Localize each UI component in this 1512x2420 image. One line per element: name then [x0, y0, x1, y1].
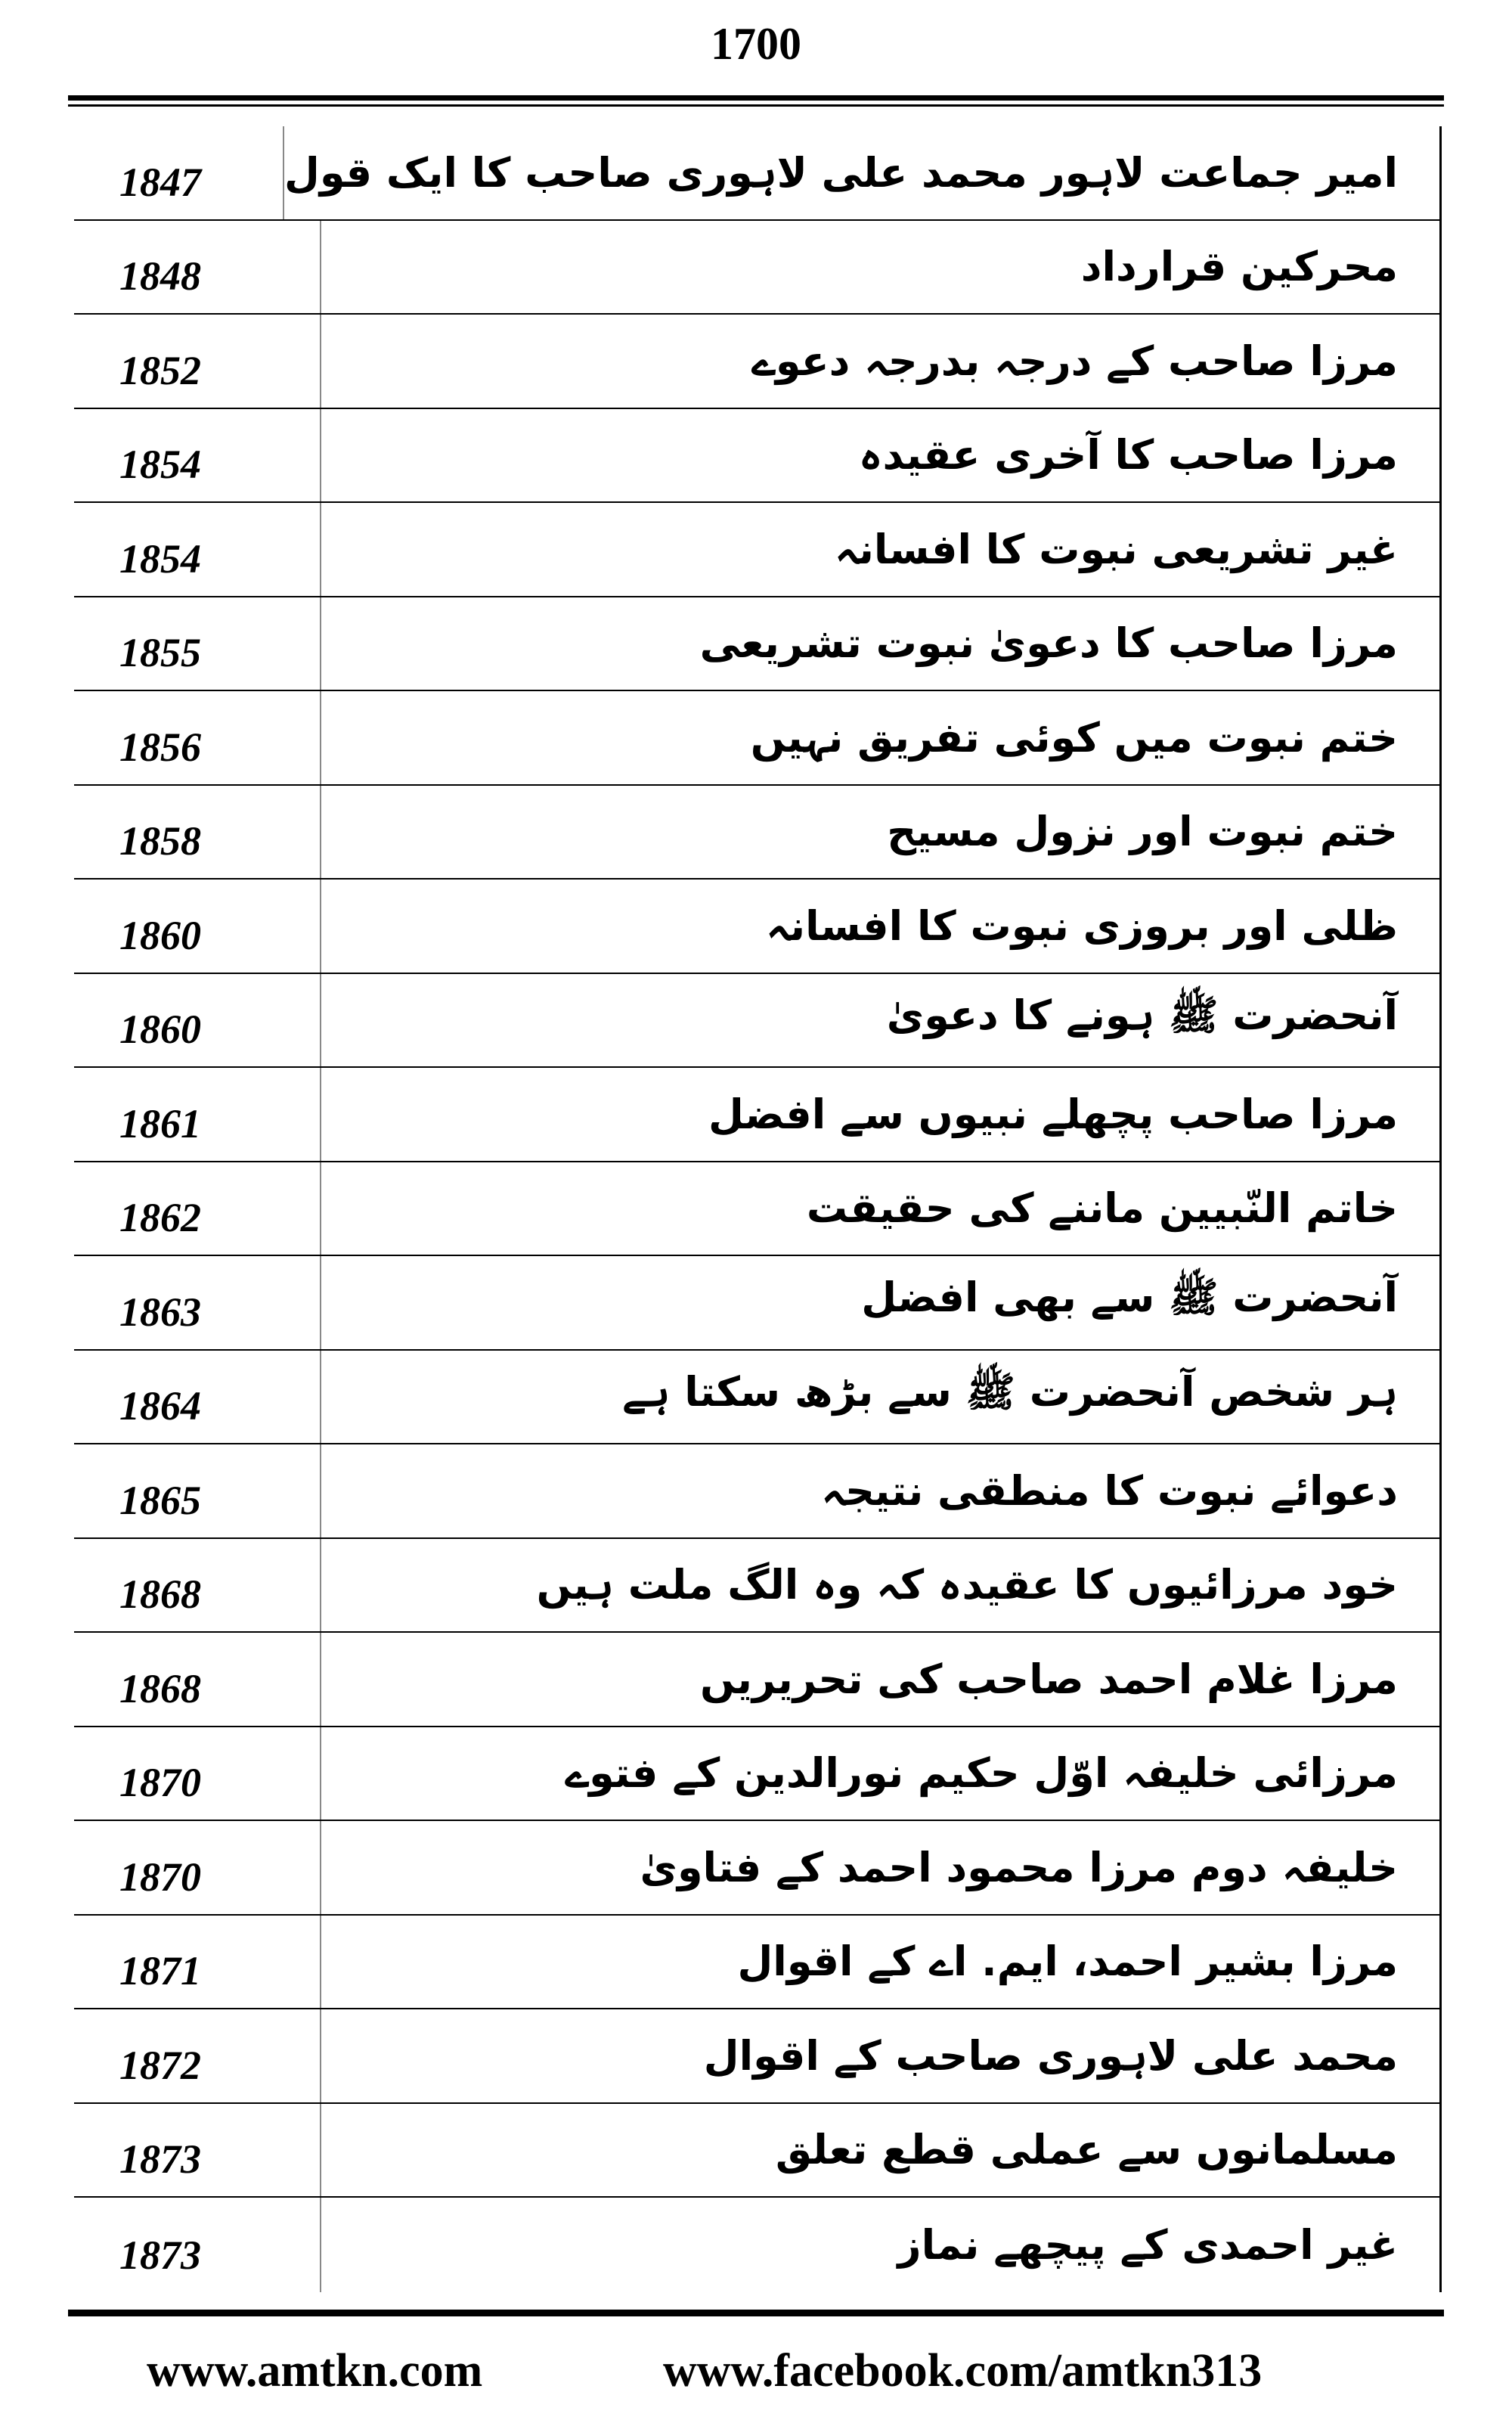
toc-page-number: 1854 [74, 503, 321, 596]
toc-row[interactable] [74, 1821, 1439, 1916]
toc-title: مرزا صاحب کا آخری عقیدہ [858, 431, 1398, 479]
toc-title: آنحضرت ﷺ سے بھی افضل [861, 1274, 1398, 1322]
toc-row[interactable] [74, 1539, 1439, 1634]
toc-title: مرزا غلام احمد صاحب کی تحریریں [699, 1655, 1398, 1703]
toc-title: غیر احمدی کے پیچھے نماز [897, 2220, 1398, 2269]
toc-title: خلیفہ دوم مرزا محمود احمد کے فتاویٰ [640, 1843, 1398, 1891]
toc-title: خاتم النّبیین ماننے کی حقیقت [806, 1184, 1398, 1233]
toc-page-number: 1854 [74, 409, 321, 502]
toc-row[interactable] [74, 1351, 1439, 1445]
toc-title: مرزا صاحب پچھلے نبیوں سے افضل [708, 1090, 1398, 1138]
toc-row[interactable] [74, 2104, 1439, 2198]
toc-page-number: 1863 [74, 1256, 321, 1349]
header-rule-thick [68, 95, 1444, 101]
toc-page-number: 1871 [74, 1916, 321, 2009]
header-rule-thin [68, 104, 1444, 107]
toc-title: محرکین قرارداد [1080, 243, 1398, 291]
toc-page-number: 1847 [74, 126, 284, 219]
toc-page-number: 1872 [74, 2009, 321, 2102]
toc-row[interactable] [74, 597, 1439, 692]
toc-page-number: 1870 [74, 1727, 321, 1820]
toc-title: مسلمانوں سے عملی قطع تعلق [775, 2126, 1398, 2174]
toc-page-number: 1855 [74, 597, 321, 690]
toc-title: ختم نبوت میں کوئی تفریق نہیں [750, 713, 1398, 762]
toc-row[interactable] [74, 974, 1439, 1069]
toc-row[interactable] [74, 1633, 1439, 1727]
toc-title: ختم نبوت اور نزول مسیح [887, 808, 1398, 856]
page-number: 1700 [711, 19, 801, 69]
toc-page-number: 1858 [74, 786, 321, 879]
toc-row[interactable] [74, 503, 1439, 597]
toc-row[interactable] [74, 880, 1439, 974]
toc-row[interactable] [74, 1727, 1439, 1822]
toc-page-number: 1868 [74, 1633, 321, 1726]
toc-row[interactable] [74, 1916, 1439, 2010]
toc-title: امیر جماعت لاہور محمد علی لاہوری صاحب کا ایک قول [284, 148, 1398, 197]
toc-title: خود مرزائیوں کا عقیدہ کہ وہ الگ ملت ہیں [536, 1561, 1398, 1609]
website-link[interactable]: www.amtkn.com [147, 2345, 483, 2397]
toc-row[interactable] [74, 126, 1439, 221]
toc-row[interactable] [74, 691, 1439, 786]
toc-page-number: 1864 [74, 1351, 321, 1444]
toc-title: ظلی اور بروزی نبوت کا افسانہ [766, 901, 1398, 950]
toc-page-number: 1873 [74, 2104, 321, 2197]
toc-page-number: 1868 [74, 1539, 321, 1632]
toc-title: آنحضرت ﷺ ہونے کا دعویٰ [886, 991, 1398, 1039]
toc-page-number: 1856 [74, 691, 321, 784]
toc-row[interactable] [74, 1444, 1439, 1539]
toc-row[interactable] [74, 2009, 1439, 2104]
footer-rule [68, 2310, 1444, 2316]
toc-title: ہر شخص آنحضرت ﷺ سے بڑھ سکتا ہے [622, 1367, 1398, 1416]
toc-row[interactable] [74, 221, 1439, 315]
facebook-link[interactable]: www.facebook.com/amtkn313 [663, 2345, 1263, 2397]
toc-page-number: 1873 [74, 2198, 321, 2292]
toc-title: مرزائی خلیفہ اوّل حکیم نورالدین کے فتوے [565, 1749, 1398, 1798]
toc-row[interactable] [74, 409, 1439, 504]
toc-page-number: 1865 [74, 1444, 321, 1537]
toc-page-number: 1860 [74, 974, 321, 1067]
toc-row[interactable] [74, 1256, 1439, 1351]
toc-title: مرزا صاحب کا دعویٰ نبوت تشریعی [699, 619, 1398, 668]
toc-row[interactable] [74, 786, 1439, 880]
toc-title: غیر تشریعی نبوت کا افسانہ [834, 525, 1398, 573]
table-of-contents [74, 126, 1442, 2292]
toc-page-number: 1860 [74, 880, 321, 973]
toc-row[interactable] [74, 1068, 1439, 1162]
toc-page-number: 1852 [74, 315, 321, 408]
toc-page-number: 1861 [74, 1068, 321, 1161]
toc-row[interactable] [74, 315, 1439, 409]
toc-page-number: 1870 [74, 1821, 321, 1914]
toc-row[interactable] [74, 2198, 1439, 2292]
toc-title: محمد علی لاہوری صاحب کے اقوال [703, 2031, 1398, 2080]
toc-page-number: 1848 [74, 221, 321, 314]
toc-title: دعوائے نبوت کا منطقی نتیجہ [821, 1466, 1398, 1515]
toc-row[interactable] [74, 1162, 1439, 1257]
toc-title: مرزا صاحب کے درجہ بدرجہ دعوے [751, 337, 1398, 385]
toc-title: مرزا بشیر احمد، ایم. اے کے اقوال [737, 1938, 1398, 1986]
toc-page-number: 1862 [74, 1162, 321, 1255]
